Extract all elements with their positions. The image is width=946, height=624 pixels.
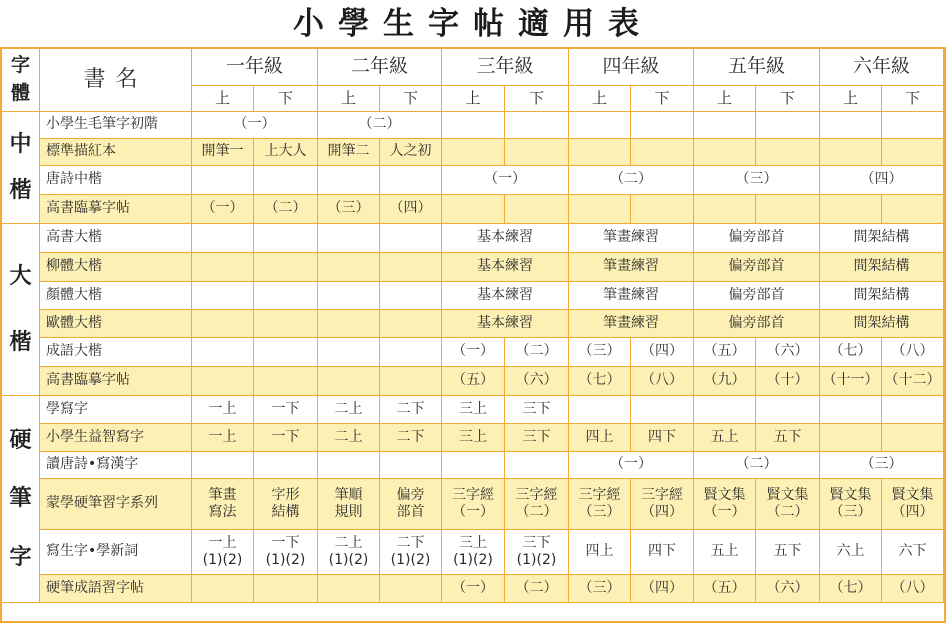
- header-grade: 五年級: [694, 49, 820, 86]
- empty-cell: [442, 139, 505, 166]
- volume-cell: 開筆一: [192, 139, 254, 166]
- volume-cell: 二上 (1)(2): [318, 530, 380, 575]
- empty-cell: [631, 112, 694, 139]
- volume-cell: 四下: [631, 424, 694, 452]
- volume-cell: （五）: [694, 575, 756, 603]
- volume-cell: 三上 (1)(2): [442, 530, 505, 575]
- empty-cell: [505, 112, 569, 139]
- empty-cell: [254, 575, 318, 603]
- header-type-char: 字: [10, 53, 30, 76]
- empty-cell: [569, 112, 631, 139]
- group-label-char: 字: [9, 544, 32, 570]
- volume-cell: 三下: [505, 424, 569, 452]
- volume-cell: （一）: [442, 166, 569, 195]
- empty-cell: [254, 338, 318, 367]
- volume-cell: 筆畫練習: [569, 310, 694, 338]
- empty-cell: [380, 224, 442, 253]
- volume-cell: （一）: [442, 338, 505, 367]
- empty-cell: [318, 367, 380, 396]
- volume-cell: （二）: [694, 452, 820, 479]
- volume-cell: 基本練習: [442, 253, 569, 282]
- usage-table: [0, 47, 946, 623]
- empty-cell: [254, 310, 318, 338]
- empty-cell: [380, 575, 442, 603]
- empty-cell: [442, 112, 505, 139]
- volume-cell: （七）: [820, 338, 882, 367]
- book-name: 高書臨摹字帖: [40, 195, 192, 224]
- volume-cell: （四）: [380, 195, 442, 224]
- volume-cell: 三上: [442, 396, 505, 424]
- empty-cell: [631, 139, 694, 166]
- header-sem-lower: 下: [882, 86, 944, 112]
- volume-cell: 間架結構: [820, 282, 944, 310]
- header-sem-lower: 下: [380, 86, 442, 112]
- empty-cell: [820, 424, 882, 452]
- empty-cell: [631, 396, 694, 424]
- empty-cell: [192, 575, 254, 603]
- volume-cell: （七）: [820, 575, 882, 603]
- volume-cell: （三）: [318, 195, 380, 224]
- empty-cell: [442, 195, 505, 224]
- volume-cell: （六）: [756, 338, 820, 367]
- volume-cell: 基本練習: [442, 224, 569, 253]
- header-grade: 三年級: [442, 49, 569, 86]
- volume-cell: 間架結構: [820, 253, 944, 282]
- volume-cell: 一下: [254, 396, 318, 424]
- empty-cell: [254, 452, 318, 479]
- volume-cell: 三下: [505, 396, 569, 424]
- book-name: 學寫字: [40, 396, 192, 424]
- volume-cell: 偏旁部首: [694, 253, 820, 282]
- empty-cell: [505, 195, 569, 224]
- empty-cell: [882, 112, 944, 139]
- volume-cell: 一下 (1)(2): [254, 530, 318, 575]
- empty-cell: [756, 112, 820, 139]
- volume-cell: 二上: [318, 396, 380, 424]
- book-name: 柳體大楷: [40, 253, 192, 282]
- header-grade: 二年級: [318, 49, 442, 86]
- empty-cell: [254, 253, 318, 282]
- book-name: 小學生益智寫字: [40, 424, 192, 452]
- empty-cell: [380, 282, 442, 310]
- volume-cell: 四上: [569, 530, 631, 575]
- volume-cell: 間架結構: [820, 310, 944, 338]
- header-type-col: [2, 49, 40, 112]
- empty-cell: [318, 224, 380, 253]
- volume-cell: （一）: [192, 112, 318, 139]
- empty-cell: [192, 338, 254, 367]
- volume-cell: 五下: [756, 424, 820, 452]
- empty-cell: [380, 253, 442, 282]
- header-sem-upper: 上: [820, 86, 882, 112]
- volume-cell: （二）: [505, 338, 569, 367]
- volume-cell: 五上: [694, 424, 756, 452]
- volume-cell: （二）: [569, 166, 694, 195]
- volume-cell: 開筆二: [318, 139, 380, 166]
- volume-cell: （七）: [569, 367, 631, 396]
- volume-cell: 偏旁部首: [694, 224, 820, 253]
- volume-cell: 三字經 （二）: [505, 479, 569, 530]
- volume-cell: 偏旁 部首: [380, 479, 442, 530]
- empty-cell: [380, 367, 442, 396]
- book-name: 硬筆成語習字帖: [40, 575, 192, 603]
- volume-cell: （四）: [631, 575, 694, 603]
- header-sem-lower: 下: [756, 86, 820, 112]
- empty-cell: [756, 396, 820, 424]
- empty-cell: [254, 282, 318, 310]
- volume-cell: （三）: [694, 166, 820, 195]
- book-name: 寫生字•學新詞: [40, 530, 192, 575]
- volume-cell: （四）: [820, 166, 944, 195]
- volume-cell: 六上: [820, 530, 882, 575]
- empty-cell: [694, 112, 756, 139]
- volume-cell: 五下: [756, 530, 820, 575]
- volume-cell: 筆畫練習: [569, 282, 694, 310]
- volume-cell: （三）: [820, 452, 944, 479]
- empty-cell: [318, 310, 380, 338]
- book-name: 小學生毛筆字初階: [40, 112, 192, 139]
- volume-cell: 三字經 （四）: [631, 479, 694, 530]
- header-sem-lower: 下: [254, 86, 318, 112]
- empty-cell: [756, 195, 820, 224]
- volume-cell: 賢文集 （三）: [820, 479, 882, 530]
- volume-cell: （十）: [756, 367, 820, 396]
- empty-cell: [380, 166, 442, 195]
- empty-cell: [192, 282, 254, 310]
- empty-cell: [254, 224, 318, 253]
- volume-cell: 二上: [318, 424, 380, 452]
- book-name: 唐詩中楷: [40, 166, 192, 195]
- volume-cell: 基本練習: [442, 310, 569, 338]
- empty-cell: [882, 396, 944, 424]
- volume-cell: （八）: [631, 367, 694, 396]
- volume-cell: 二下: [380, 424, 442, 452]
- volume-cell: 一上: [192, 396, 254, 424]
- header-sem-lower: 下: [505, 86, 569, 112]
- empty-cell: [756, 139, 820, 166]
- empty-cell: [694, 396, 756, 424]
- empty-cell: [318, 166, 380, 195]
- book-name: 蒙學硬筆習字系列: [40, 479, 192, 530]
- header-sem-upper: 上: [442, 86, 505, 112]
- header-sem-upper: 上: [569, 86, 631, 112]
- empty-cell: [505, 139, 569, 166]
- volume-cell: （五）: [442, 367, 505, 396]
- empty-cell: [820, 139, 882, 166]
- volume-cell: （五）: [694, 338, 756, 367]
- empty-cell: [882, 424, 944, 452]
- header-sem-lower: 下: [631, 86, 694, 112]
- empty-cell: [569, 195, 631, 224]
- empty-cell: [318, 282, 380, 310]
- book-name: 歐體大楷: [40, 310, 192, 338]
- group-label: [2, 396, 40, 603]
- empty-cell: [380, 310, 442, 338]
- volume-cell: 基本練習: [442, 282, 569, 310]
- volume-cell: 六下: [882, 530, 944, 575]
- volume-cell: 賢文集 （一）: [694, 479, 756, 530]
- volume-cell: 一上: [192, 424, 254, 452]
- book-name: 高書大楷: [40, 224, 192, 253]
- volume-cell: （二）: [318, 112, 442, 139]
- group-label-char: 大: [9, 263, 32, 289]
- empty-cell: [380, 452, 442, 479]
- header-sem-upper: 上: [694, 86, 756, 112]
- volume-cell: 筆順 規則: [318, 479, 380, 530]
- volume-cell: （六）: [505, 367, 569, 396]
- group-label: [2, 224, 40, 396]
- header-book-col: 書名: [40, 49, 192, 112]
- volume-cell: 二下 (1)(2): [380, 530, 442, 575]
- volume-cell: 一下: [254, 424, 318, 452]
- empty-cell: [318, 338, 380, 367]
- volume-cell: （一）: [192, 195, 254, 224]
- volume-cell: 筆畫練習: [569, 224, 694, 253]
- empty-cell: [318, 575, 380, 603]
- group-label: [2, 112, 40, 224]
- book-name: 標準描紅本: [40, 139, 192, 166]
- header-grade: 六年級: [820, 49, 944, 86]
- volume-cell: （四）: [631, 338, 694, 367]
- empty-cell: [192, 367, 254, 396]
- volume-cell: （八）: [882, 338, 944, 367]
- header-grade: 四年級: [569, 49, 694, 86]
- volume-cell: 間架結構: [820, 224, 944, 253]
- empty-cell: [882, 139, 944, 166]
- empty-cell: [318, 253, 380, 282]
- empty-cell: [882, 195, 944, 224]
- volume-cell: （九）: [694, 367, 756, 396]
- volume-cell: 三上: [442, 424, 505, 452]
- empty-cell: [254, 367, 318, 396]
- volume-cell: 三下 (1)(2): [505, 530, 569, 575]
- empty-cell: [820, 112, 882, 139]
- group-label-char: 硬: [9, 427, 32, 453]
- volume-cell: 字形 結構: [254, 479, 318, 530]
- empty-cell: [569, 139, 631, 166]
- volume-cell: 人之初: [380, 139, 442, 166]
- empty-cell: [192, 224, 254, 253]
- header-sem-upper: 上: [318, 86, 380, 112]
- volume-cell: 四下: [631, 530, 694, 575]
- volume-cell: 三字經 （一）: [442, 479, 505, 530]
- book-name: 顏體大楷: [40, 282, 192, 310]
- empty-cell: [192, 310, 254, 338]
- volume-cell: 偏旁部首: [694, 310, 820, 338]
- volume-cell: （二）: [505, 575, 569, 603]
- empty-cell: [192, 253, 254, 282]
- group-label-char: 楷: [9, 329, 32, 355]
- empty-cell: [442, 452, 505, 479]
- empty-cell: [318, 452, 380, 479]
- header-sem-upper: 上: [192, 86, 254, 112]
- empty-cell: [694, 195, 756, 224]
- empty-cell: [192, 452, 254, 479]
- header-grade: 一年級: [192, 49, 318, 86]
- empty-cell: [694, 139, 756, 166]
- empty-cell: [820, 396, 882, 424]
- book-name: 讀唐詩•寫漢字: [40, 452, 192, 479]
- volume-cell: （十二）: [882, 367, 944, 396]
- empty-cell: [631, 195, 694, 224]
- volume-cell: 賢文集 （二）: [756, 479, 820, 530]
- volume-cell: 上大人: [254, 139, 318, 166]
- empty-cell: [820, 195, 882, 224]
- group-label-char: 中: [9, 131, 32, 157]
- volume-cell: （三）: [569, 575, 631, 603]
- book-name: 高書臨摹字帖: [40, 367, 192, 396]
- group-label-char: 楷: [9, 177, 32, 203]
- empty-cell: [192, 166, 254, 195]
- page-title: 小學生字帖適用表: [293, 6, 653, 42]
- volume-cell: （一）: [442, 575, 505, 603]
- empty-cell: [505, 452, 569, 479]
- volume-cell: 筆畫練習: [569, 253, 694, 282]
- volume-cell: 賢文集 （四）: [882, 479, 944, 530]
- volume-cell: （八）: [882, 575, 944, 603]
- volume-cell: （一）: [569, 452, 694, 479]
- volume-cell: 五上: [694, 530, 756, 575]
- volume-cell: 二下: [380, 396, 442, 424]
- volume-cell: 一上 (1)(2): [192, 530, 254, 575]
- empty-cell: [380, 338, 442, 367]
- volume-cell: （三）: [569, 338, 631, 367]
- volume-cell: 偏旁部首: [694, 282, 820, 310]
- empty-cell: [254, 166, 318, 195]
- volume-cell: 筆畫 寫法: [192, 479, 254, 530]
- empty-cell: [569, 396, 631, 424]
- volume-cell: 三字經 （三）: [569, 479, 631, 530]
- volume-cell: （十一）: [820, 367, 882, 396]
- volume-cell: 四上: [569, 424, 631, 452]
- group-label-char: 筆: [9, 486, 32, 512]
- volume-cell: （六）: [756, 575, 820, 603]
- header-type-char: 體: [10, 82, 30, 105]
- volume-cell: （二）: [254, 195, 318, 224]
- book-name: 成語大楷: [40, 338, 192, 367]
